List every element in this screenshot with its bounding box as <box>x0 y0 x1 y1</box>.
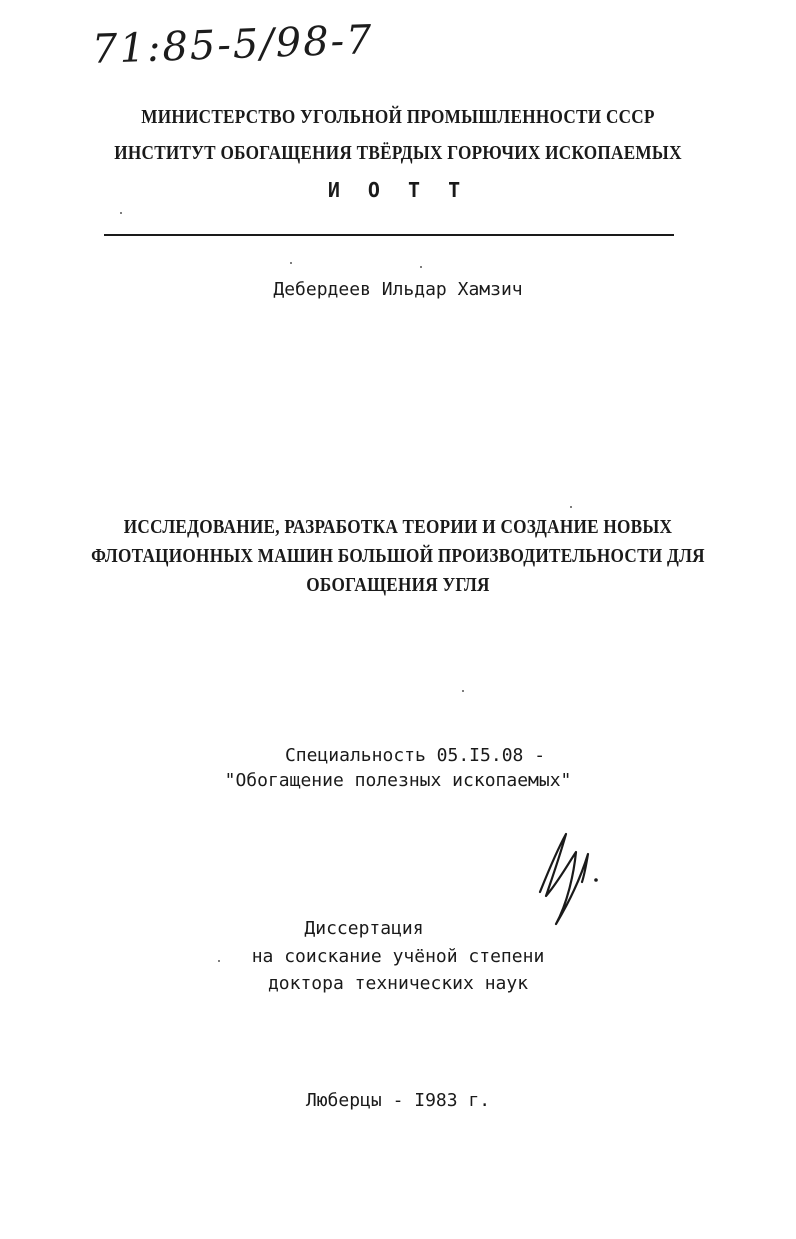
scan-speck <box>462 690 464 692</box>
institute-abbreviation: И О Т Т <box>327 178 469 202</box>
institute-name: ИНСТИТУТ ОБОГАЩЕНИЯ ТВЁРДЫХ ГОРЮЧИХ ИСКОПАЕМЫХ <box>114 142 682 164</box>
signature-dot <box>594 878 598 882</box>
title-line-2: ФЛОТАЦИОННЫХ МАШИН БОЛЬШОЙ ПРОИЗВОДИТЕЛЬНОСТИ ДЛЯ <box>91 545 705 567</box>
author-name: Дебердеев Ильдар Хамзич <box>273 279 523 300</box>
signature-image <box>528 822 608 927</box>
scan-speck <box>570 506 572 508</box>
title-line-1: ИССЛЕДОВАНИЕ, РАЗРАБОТКА ТЕОРИИ И СОЗДАНИЕ НОВЫХ <box>123 516 673 538</box>
scan-speck <box>420 266 422 268</box>
ministry-name: МИНИСТЕРСТВО УГОЛЬНОЙ ПРОМЫШЛЕННОСТИ СССР <box>141 106 655 128</box>
scan-speck <box>218 960 220 962</box>
handwritten-archive-code: 71:85-5/98-7 <box>91 17 375 73</box>
degree-sought: на соискание учёной степени <box>251 946 545 967</box>
specialty-code: Специальность 05.I5.08 - <box>284 745 546 766</box>
header-divider <box>104 234 674 236</box>
dissertation-label: Диссертация <box>304 918 424 939</box>
place-and-year: Люберцы - I983 г. <box>305 1090 491 1111</box>
degree-name: доктора технических наук <box>267 973 529 994</box>
signature-stroke <box>540 834 588 924</box>
scan-speck <box>120 212 122 214</box>
scan-speck <box>290 262 292 264</box>
title-line-3: ОБОГАЩЕНИЯ УГЛЯ <box>306 574 490 596</box>
specialty-name: "Обогащение полезных ископаемых" <box>224 770 572 791</box>
